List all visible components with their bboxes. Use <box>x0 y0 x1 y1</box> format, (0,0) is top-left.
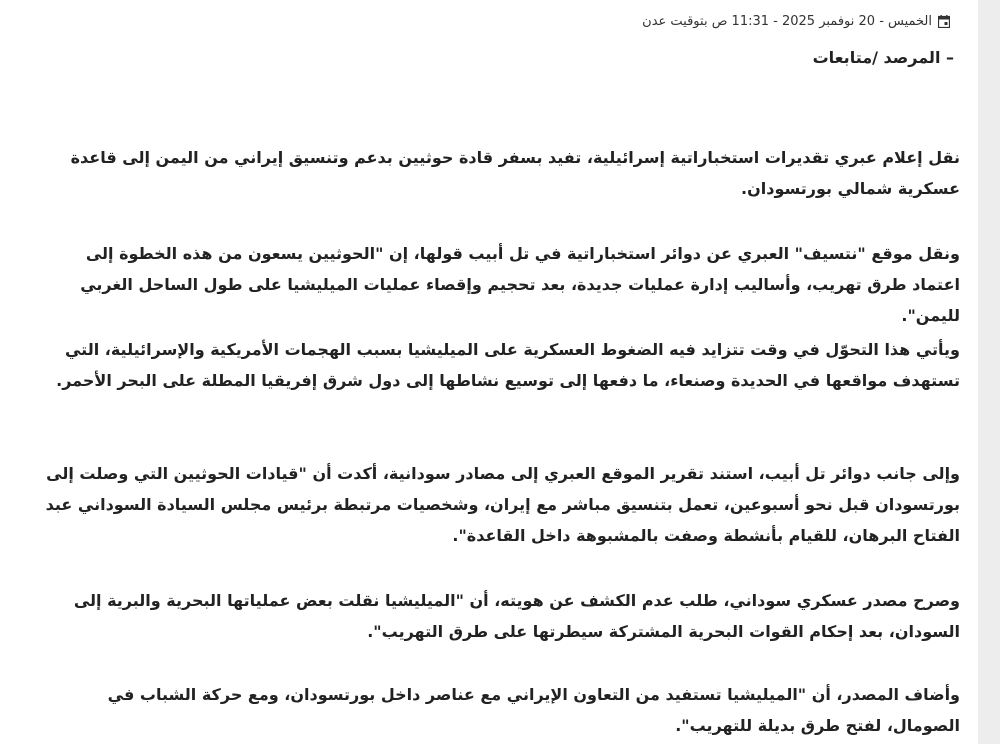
article-paragraph: وإلى جانب دوائر تل أبيب، استند تقرير الموقع العبري إلى مصادر سودانية، أكدت أن "قيادات الحوثيين التي وصلت إلى بورتسودان قبل نحو أسبوعين، تعمل بتنسيق مباشر مع إيران، وشخصيات مرتبطة برئيس مجلس السيادة السوداني عبد الفتاح البرهان، للقيام بأنشطة وصفت بالمشبوهة داخل القاعدة". <box>45 464 960 545</box>
article-paragraph: ويأتي هذا التحوّل في وقت تتزايد فيه الضغوط العسكرية على الميليشيا بسبب الهجمات الأمريكية والإسرائيلية، التي تستهدف مواقعها في الحديدة وصنعاء، ما دفعها إلى توسيع نشاطها إلى دول شرق إفريقيا المطلة على البحر الأحمر. <box>56 340 960 390</box>
article-paragraph: وأضاف المصدر، أن "الميليشيا تستفيد من التعاون الإيراني مع عناصر داخل بورتسودان، ومع حركة الشباب في الصومال، لفتح طرق بديلة للتهريب". <box>107 685 960 735</box>
article-date: الخميس - 20 نوفمبر 2025 - 11:31 ص بتوقيت عدن <box>642 14 932 29</box>
article-paragraph: ونقل موقع "نتسيف" العبري عن دوائر استخباراتية في تل أبيب قولها، إن "الحوثيين يسعون من هذه الخطوة إلى اعتماد طرق تهريب، وأساليب إدارة عمليات جديدة، بعد تحجيم وإقصاء عمليات الميليشيا على طول الساحل الغربي لليمن". <box>80 244 960 325</box>
scrollbar-track[interactable] <box>978 0 1000 744</box>
article-paragraph: نقل إعلام عبري تقديرات استخباراتية إسرائيلية، تفيد بسفر قادة حوثيين بدعم وتنسيق إيراني من اليمن إلى قاعدة عسكرية شمالي بورتسودان. <box>70 148 960 198</box>
article-paragraph: وصرح مصدر عسكري سوداني، طلب عدم الكشف عن هويته، أن "الميليشيا نقلت بعض عملياتها البحرية والبرية إلى السودان، بعد إحكام القوات البحرية المشتركة سيطرتها على طرق التهريب". <box>73 591 960 641</box>
calendar-icon <box>938 15 950 28</box>
article-meta <box>642 14 950 29</box>
article-source: – المرصد /متابعات <box>812 48 954 67</box>
